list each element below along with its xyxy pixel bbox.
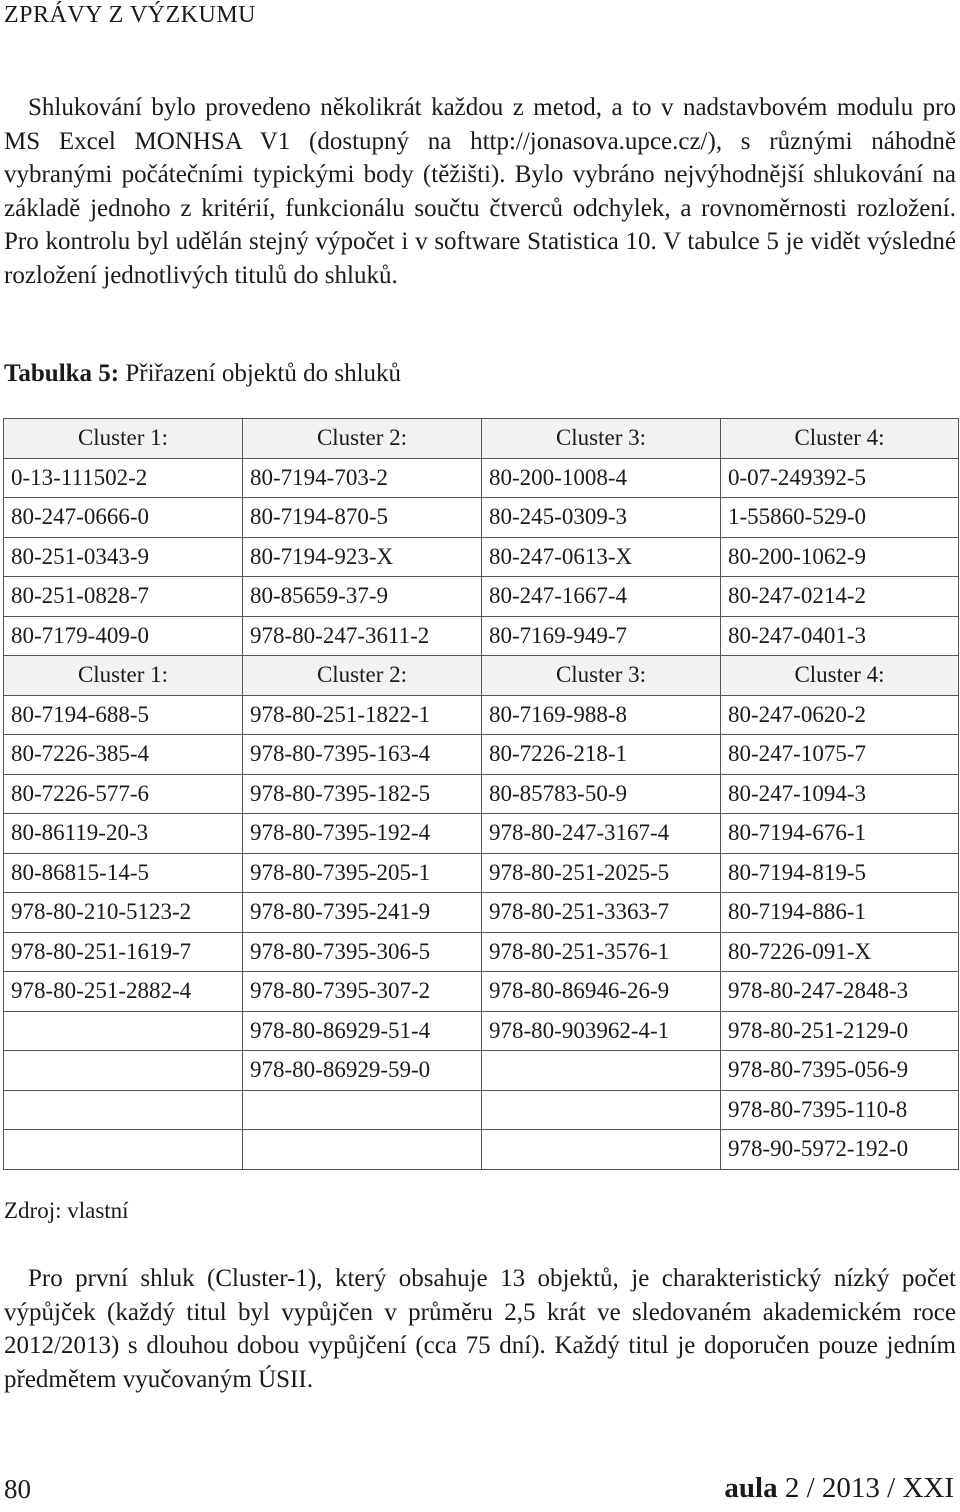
table-cell: 80-251-0343-9 bbox=[4, 537, 243, 577]
table-cell: 80-7194-819-5 bbox=[721, 853, 959, 893]
table-row bbox=[4, 498, 959, 538]
table-cell: 80-7226-091-X bbox=[721, 932, 959, 972]
table-row bbox=[4, 893, 959, 933]
cluster1-paragraph: Pro první shluk (Cluster-1), který obsahuje 13 objektů, je charakteristický nízký počet výpůjček (každý titul byl vypůjčen v průměru 2,5 krát ve sledovaném akademickém roce 2012/2013) s dlouhou dobou vypůjčení (cca 75 dní). Každý titul je doporučen pouze jedním předmětem vyučovaným ÚSII. bbox=[4, 1265, 956, 1393]
table-cell: 80-85783-50-9 bbox=[482, 774, 721, 814]
table-cell: 80-7226-577-6 bbox=[4, 774, 243, 814]
table-cell bbox=[482, 1051, 721, 1091]
table-row bbox=[4, 1051, 959, 1091]
table-row bbox=[4, 458, 959, 498]
table-cell: 80-251-0828-7 bbox=[4, 577, 243, 617]
table-cell: 978-90-5972-192-0 bbox=[721, 1130, 959, 1170]
table-cell: 80-86815-14-5 bbox=[4, 853, 243, 893]
table-cell: 978-80-251-1619-7 bbox=[4, 932, 243, 972]
table-cell: 80-7194-870-5 bbox=[243, 498, 482, 538]
table-cell bbox=[482, 1090, 721, 1130]
table-cell: 80-247-1075-7 bbox=[721, 735, 959, 775]
table-cell: 978-80-86929-51-4 bbox=[243, 1011, 482, 1051]
journal-name: aula bbox=[724, 1472, 778, 1504]
table-cell: 80-7169-949-7 bbox=[482, 616, 721, 656]
table-cell: 978-80-7395-307-2 bbox=[243, 972, 482, 1012]
table-cell: 80-7194-688-5 bbox=[4, 695, 243, 735]
page-number: 80 bbox=[4, 1474, 31, 1504]
column-header-cluster-3: Cluster 3: bbox=[482, 656, 721, 696]
table-row bbox=[4, 972, 959, 1012]
table-cell: 978-80-210-5123-2 bbox=[4, 893, 243, 933]
table-cell bbox=[4, 1090, 243, 1130]
table-cell: 978-80-7395-056-9 bbox=[721, 1051, 959, 1091]
table-cell: 80-7194-923-X bbox=[243, 537, 482, 577]
table-cell: 978-80-7395-241-9 bbox=[243, 893, 482, 933]
table-cell: 80-7194-886-1 bbox=[721, 893, 959, 933]
table-header-row bbox=[4, 656, 959, 696]
table-caption bbox=[4, 360, 401, 388]
table-cell: 80-247-1094-3 bbox=[721, 774, 959, 814]
table-cell: 978-80-86946-26-9 bbox=[482, 972, 721, 1012]
table-cell: 80-200-1062-9 bbox=[721, 537, 959, 577]
table-row bbox=[4, 1090, 959, 1130]
journal-footer bbox=[724, 1472, 954, 1505]
column-header-cluster-4: Cluster 4: bbox=[721, 419, 959, 459]
table-source: Zdroj: vlastní bbox=[4, 1198, 129, 1223]
table-cell: 978-80-7395-306-5 bbox=[243, 932, 482, 972]
table-cell: 80-245-0309-3 bbox=[482, 498, 721, 538]
table-header-row bbox=[4, 419, 959, 459]
table-row bbox=[4, 932, 959, 972]
table-row bbox=[4, 616, 959, 656]
table-caption-text: Přiřazení objektů do shluků bbox=[125, 360, 402, 387]
column-header-cluster-3: Cluster 3: bbox=[482, 419, 721, 459]
table-cell bbox=[4, 1130, 243, 1170]
running-head: ZPRÁVY Z VÝZKUMU bbox=[4, 2, 257, 28]
table-cell bbox=[482, 1130, 721, 1170]
table-cell: 978-80-251-3576-1 bbox=[482, 932, 721, 972]
table-cell: 978-80-247-2848-3 bbox=[721, 972, 959, 1012]
cluster-table-body bbox=[4, 419, 959, 1170]
table-cell: 978-80-86929-59-0 bbox=[243, 1051, 482, 1091]
table-cell bbox=[243, 1130, 482, 1170]
table-row bbox=[4, 735, 959, 775]
table-cell: 80-247-0666-0 bbox=[4, 498, 243, 538]
table-row bbox=[4, 695, 959, 735]
cluster-table bbox=[3, 418, 959, 1170]
table-cell: 978-80-903962-4-1 bbox=[482, 1011, 721, 1051]
table-cell: 80-247-0613-X bbox=[482, 537, 721, 577]
table-row bbox=[4, 1130, 959, 1170]
column-header-cluster-2: Cluster 2: bbox=[243, 419, 482, 459]
table-cell: 80-247-1667-4 bbox=[482, 577, 721, 617]
column-header-cluster-1: Cluster 1: bbox=[4, 419, 243, 459]
table-cell: 80-247-0401-3 bbox=[721, 616, 959, 656]
table-cell: 80-7169-988-8 bbox=[482, 695, 721, 735]
table-cell: 978-80-247-3167-4 bbox=[482, 814, 721, 854]
table-row bbox=[4, 1011, 959, 1051]
table-cell: 80-86119-20-3 bbox=[4, 814, 243, 854]
table-cell: 978-80-251-2129-0 bbox=[721, 1011, 959, 1051]
table-row bbox=[4, 577, 959, 617]
table-caption-label: Tabulka 5: bbox=[4, 360, 120, 387]
column-header-cluster-4: Cluster 4: bbox=[721, 656, 959, 696]
intro-paragraph: Shlukování bylo provedeno několikrát každou z metod, a to v nadstavbovém modulu pro MS Excel MONHSA V1 (dostupný na http://jonasova.upce.cz/), s různými náhodně vybranými počátečními typickými body (těžišti). Bylo vybráno nejvýhodnější shlukování na základě jednoho z kritérií, funkcionálu součtu čtverců odchylek, a rovnoměrnosti rozložení. Pro kontrolu byl udělán stejný výpočet i v software Statistica 10. V tabulce 5 je vidět výsledné rozložení jednotlivých titulů do shluků. bbox=[4, 94, 956, 289]
table-cell: 978-80-7395-110-8 bbox=[721, 1090, 959, 1130]
table-cell: 80-7194-676-1 bbox=[721, 814, 959, 854]
column-header-cluster-1: Cluster 1: bbox=[4, 656, 243, 696]
table-cell: 1-55860-529-0 bbox=[721, 498, 959, 538]
table-cell bbox=[243, 1090, 482, 1130]
column-header-cluster-2: Cluster 2: bbox=[243, 656, 482, 696]
table-cell: 978-80-247-3611-2 bbox=[243, 616, 482, 656]
table-row bbox=[4, 814, 959, 854]
table-cell: 978-80-251-1822-1 bbox=[243, 695, 482, 735]
table-cell: 978-80-7395-163-4 bbox=[243, 735, 482, 775]
table-cell: 80-7226-218-1 bbox=[482, 735, 721, 775]
table-cell: 978-80-7395-205-1 bbox=[243, 853, 482, 893]
table-cell: 0-13-111502-2 bbox=[4, 458, 243, 498]
table-row bbox=[4, 537, 959, 577]
table-row bbox=[4, 774, 959, 814]
table-cell: 80-7226-385-4 bbox=[4, 735, 243, 775]
table-cell bbox=[4, 1011, 243, 1051]
table-cell: 80-7179-409-0 bbox=[4, 616, 243, 656]
table-cell: 978-80-251-2025-5 bbox=[482, 853, 721, 893]
table-cell: 978-80-7395-192-4 bbox=[243, 814, 482, 854]
journal-issue: 2 / 2013 / XXI bbox=[784, 1472, 954, 1504]
table-cell: 0-07-249392-5 bbox=[721, 458, 959, 498]
table-cell bbox=[4, 1051, 243, 1091]
table-row bbox=[4, 853, 959, 893]
table-cell: 80-200-1008-4 bbox=[482, 458, 721, 498]
table-cell: 978-80-251-2882-4 bbox=[4, 972, 243, 1012]
table-cell: 80-85659-37-9 bbox=[243, 577, 482, 617]
table-cell: 80-247-0214-2 bbox=[721, 577, 959, 617]
table-cell: 80-7194-703-2 bbox=[243, 458, 482, 498]
table-cell: 978-80-251-3363-7 bbox=[482, 893, 721, 933]
table-cell: 978-80-7395-182-5 bbox=[243, 774, 482, 814]
table-cell: 80-247-0620-2 bbox=[721, 695, 959, 735]
